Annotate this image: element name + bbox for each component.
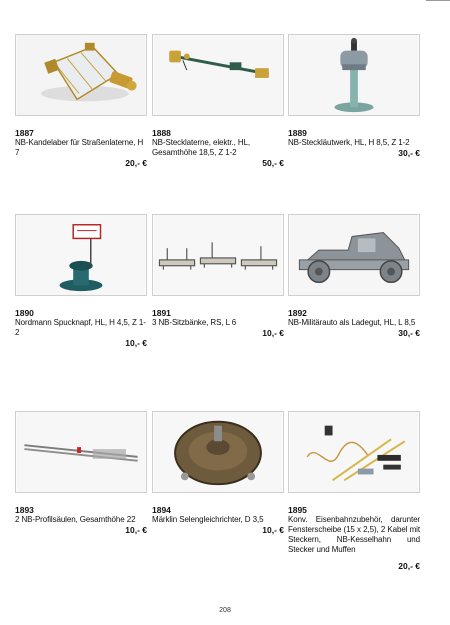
lot-description: NB-Stecklaterne, elektr., HL, Gesamthöhe 18,5, Z 1-2: [152, 138, 251, 157]
lot-photo-plug-in-lamp: [152, 34, 284, 116]
page-number: 208: [219, 607, 231, 614]
lot-number: 1888: [152, 128, 171, 138]
lot-number: 1890: [15, 308, 34, 318]
lot-number: 1889: [288, 128, 307, 138]
lot-number: 1893: [15, 505, 34, 515]
lot-number: 1891: [152, 308, 171, 318]
lot-1891: [152, 214, 284, 338]
lot-description: NB-Militärauto als Ladegut, HL, L 8,5: [288, 318, 416, 327]
lot-number: 1894: [152, 505, 171, 515]
lot-photo-accessories: [288, 411, 420, 493]
lot-number: 1892: [288, 308, 307, 318]
lot-1895: [288, 411, 420, 571]
lot-price: 10,- €: [125, 525, 147, 535]
lot-description: Konv. Eisenbahnzubehör, darunter Fensterscheibe (15 x 2,5), 2 Kabel mit Steckern, NB-Kesselhahn und Stecker und Muffen: [288, 515, 420, 554]
lot-description: NB-Steckläutwerk, HL, H 8,5, Z 1-2: [288, 138, 410, 147]
lot-price: 10,- €: [262, 525, 284, 535]
lot-photo-benches: [152, 214, 284, 296]
lot-price: 30,- €: [398, 148, 420, 158]
lot-photo-profile-columns: [15, 411, 147, 493]
lot-price: 10,- €: [125, 338, 147, 348]
lot-photo-military-car: [288, 214, 420, 296]
lot-1892: [288, 214, 420, 338]
lot-description: NB-Kandelaber für Straßenlaterne, H 7: [15, 138, 144, 157]
lot-price: 20,- €: [398, 561, 420, 571]
lot-photo-bell-signal: [288, 34, 420, 116]
lot-description: 3 NB-Sitzbänke, RS, L 6: [152, 318, 237, 327]
lot-price: 10,- €: [262, 328, 284, 338]
lot-photo-rectifier: [152, 411, 284, 493]
lot-1893: [15, 411, 147, 535]
lot-photo-street-lamp: [15, 34, 147, 116]
lot-number: 1887: [15, 128, 34, 138]
lot-photo-spittoon: [15, 214, 147, 296]
lot-price: 50,- €: [262, 158, 284, 168]
lot-description: Nordmann Spucknapf, HL, H 4,5, Z 1-2: [15, 318, 146, 337]
lot-1887: [15, 34, 147, 168]
top-right-rule: [426, 0, 450, 1]
lot-price: 20,- €: [125, 158, 147, 168]
lot-1894: [152, 411, 284, 535]
lot-1890: [15, 214, 147, 348]
lot-description: 2 NB-Profilsäulen, Gesamthöhe 22: [15, 515, 136, 524]
lot-price: 30,- €: [398, 328, 420, 338]
lot-description: Märklin Selengleichrichter, D 3,5: [152, 515, 264, 524]
lot-1889: [288, 34, 420, 158]
lot-1888: [152, 34, 284, 168]
lot-number: 1895: [288, 505, 307, 515]
